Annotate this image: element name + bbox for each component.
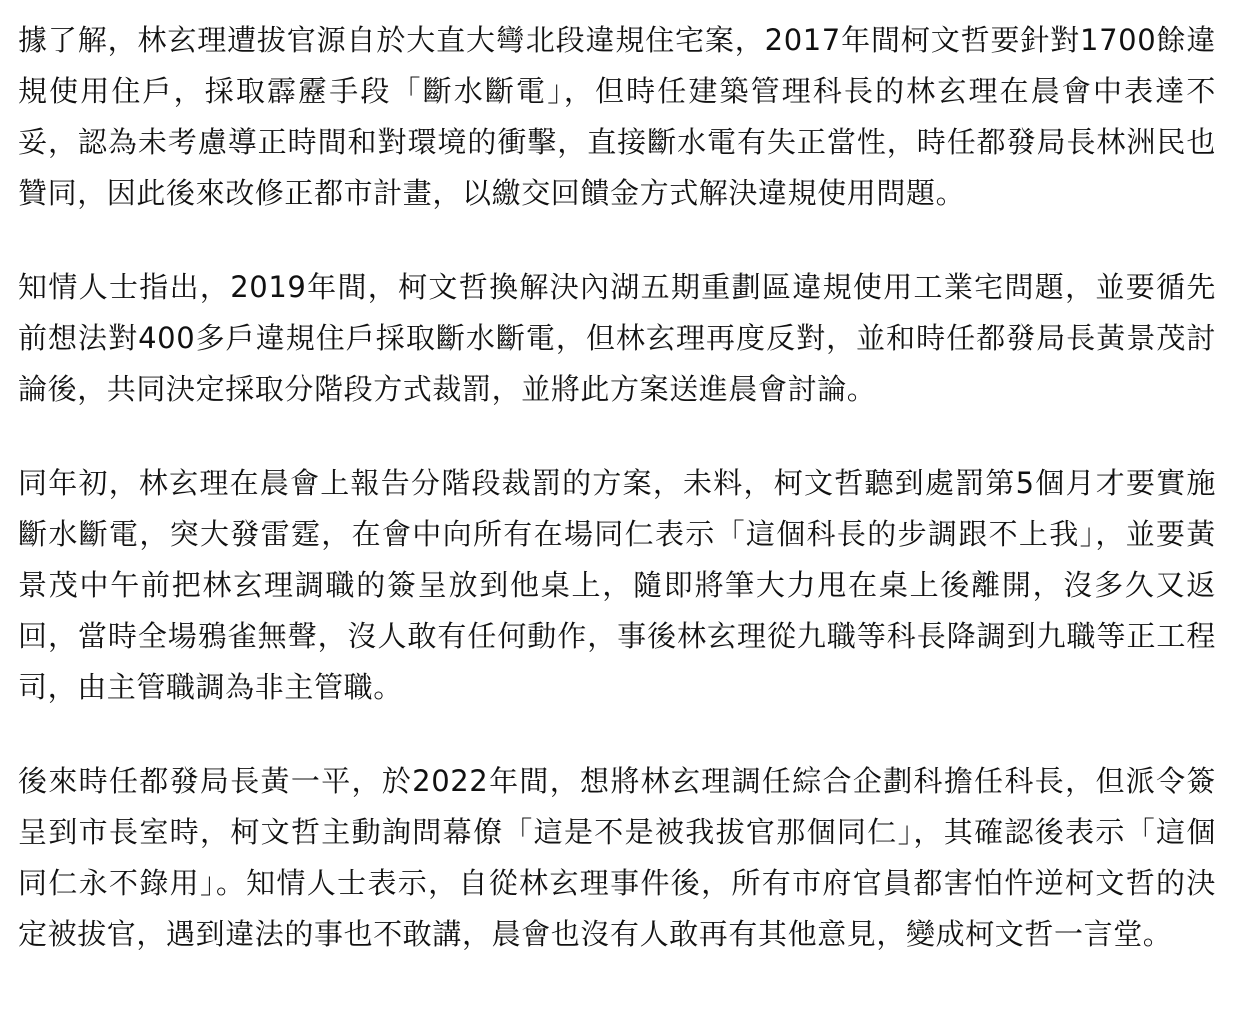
article-paragraph: 據了解，林玄理遭拔官源自於大直大彎北段違規住宅案，2017年間柯文哲要針對1700餘違規使用住戶，採取霹靂手段「斷水斷電」，但時任建築管理科長的林玄理在晨會中表達不妥，認為未考慮導正時間和對環境的衝擊，直接斷水電有失正當性，時任都發局長林洲民也贊同，因此後來改修正都市計畫，以繳交回饋金方式解決違規使用問題。 [18,23,1216,210]
article-body [18,15,1216,960]
article-paragraph: 同年初，林玄理在晨會上報告分階段裁罰的方案，未料，柯文哲聽到處罰第5個月才要實施斷水斷電，突大發雷霆，在會中向所有在場同仁表示「這個科長的步調跟不上我」，並要黃景茂中午前把林玄理調職的簽呈放到他桌上，隨即將筆大力甩在桌上後離開，沒多久又返回，當時全場鴉雀無聲，沒人敢有任何動作，事後林玄理從九職等科長降調到九職等正工程司，由主管職調為非主管職。 [18,466,1216,704]
article-paragraph: 知情人士指出，2019年間，柯文哲換解決內湖五期重劃區違規使用工業宅問題，並要循先前想法對400多戶違規住戶採取斷水斷電，但林玄理再度反對，並和時任都發局長黃景茂討論後，共同決定採取分階段方式裁罰，並將此方案送進晨會討論。 [18,270,1216,406]
article-paragraph: 後來時任都發局長黃一平，於2022年間，想將林玄理調任綜合企劃科擔任科長，但派令簽呈到市長室時，柯文哲主動詢問幕僚「這是不是被我拔官那個同仁」，其確認後表示「這個同仁永不錄用」。知情人士表示，自從林玄理事件後，所有市府官員都害怕忤逆柯文哲的決定被拔官，遇到違法的事也不敢講，晨會也沒有人敢再有其他意見，變成柯文哲一言堂。 [18,764,1216,951]
